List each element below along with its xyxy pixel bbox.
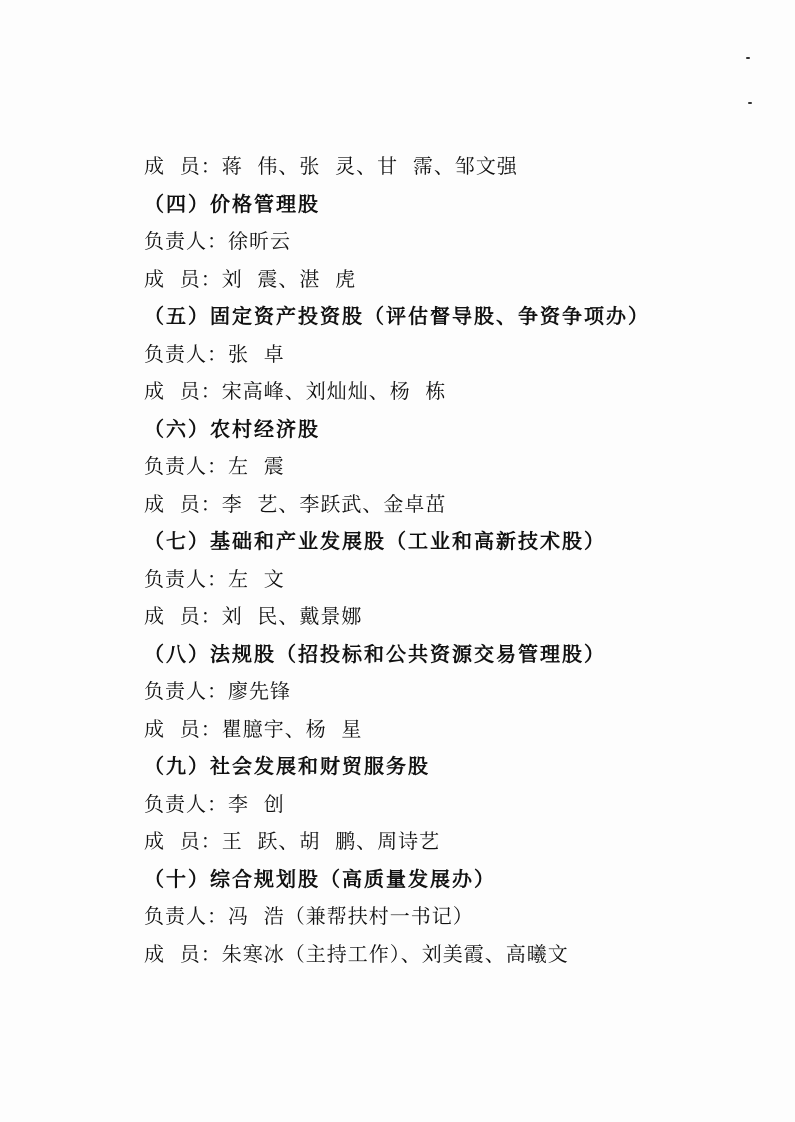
section-heading: （九）社会发展和财贸服务股 <box>144 754 430 778</box>
scan-mark <box>748 102 752 104</box>
leader-line: 负责人：左 文 <box>144 567 285 591</box>
member-line: 成 员：宋高峰、刘灿灿、杨 栋 <box>144 379 447 403</box>
section-heading: （四）价格管理股 <box>144 192 320 216</box>
member-line: 成 员：李 艺、李跃武、金卓茁 <box>144 492 447 516</box>
section-heading: （六）农村经济股 <box>144 417 320 441</box>
leader-line: 负责人：冯 浩（兼帮扶村一书记） <box>144 904 474 928</box>
section-heading: （八）法规股（招投标和公共资源交易管理股） <box>144 642 606 666</box>
member-line: 成 员：朱寒冰（主持工作）、刘美霞、高曦文 <box>144 942 569 966</box>
leader-line: 负责人：廖先锋 <box>144 679 291 703</box>
section-heading: （五）固定资产投资股（评估督导股、争资争项办） <box>144 304 650 328</box>
member-line: 成 员：蒋 伟、张 灵、甘 霈、邹文强 <box>144 154 518 178</box>
member-line: 成 员：王 跃、胡 鹏、周诗艺 <box>144 829 441 853</box>
leader-line: 负责人：张 卓 <box>144 342 285 366</box>
member-line: 成 员：瞿臆宇、杨 星 <box>144 717 363 741</box>
leader-line: 负责人：左 震 <box>144 454 285 478</box>
scan-mark <box>746 57 750 59</box>
member-line: 成 员：刘 民、戴景娜 <box>144 604 363 628</box>
section-heading: （七）基础和产业发展股（工业和高新技术股） <box>144 529 606 553</box>
member-line: 成 员：刘 震、湛 虎 <box>144 267 357 291</box>
section-heading: （十）综合规划股（高质量发展办） <box>144 867 496 891</box>
leader-line: 负责人：徐昕云 <box>144 229 291 253</box>
leader-line: 负责人：李 创 <box>144 792 285 816</box>
